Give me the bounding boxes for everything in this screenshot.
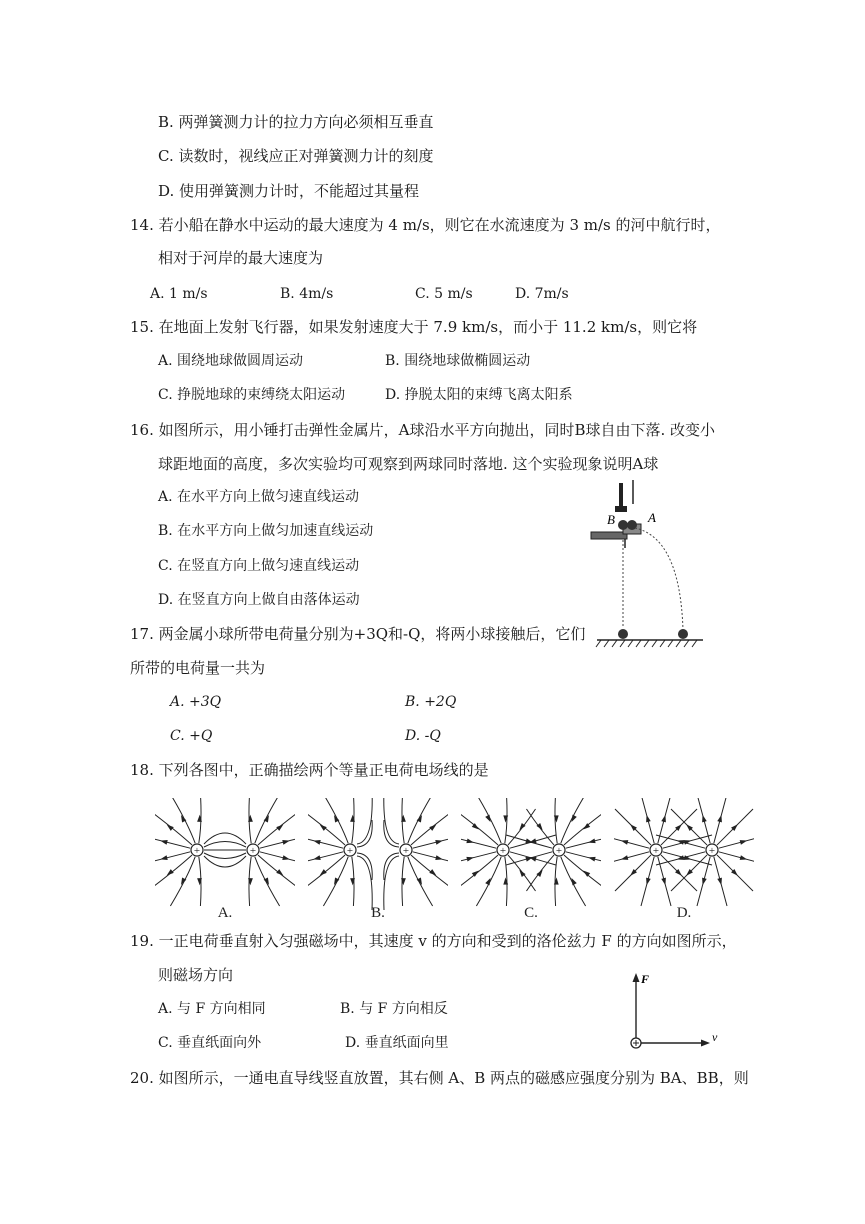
field-line: [564, 855, 601, 891]
q19-option-c: C. 垂直纸面向外: [158, 1035, 262, 1051]
field-arrow: [282, 855, 290, 860]
field-arrow: [320, 825, 327, 831]
field-line: [461, 855, 498, 891]
q16-stem-line2: 球距地面的高度，多次实验均可观察到两球同时落地. 这个实验现象说明A球: [158, 455, 659, 473]
q15-option-b: B. 围绕地球做椭圆运动: [385, 353, 531, 369]
q16-option-d: D. 在竖直方向上做自由落体运动: [158, 592, 360, 608]
q16-stem-line1: 16. 如图所示，用小锤打击弹性金属片，A球沿水平方向抛出，同时B球自由下落. 改变小: [130, 421, 716, 439]
field-arrow: [160, 855, 168, 860]
q17-stem-line2: 所带的电荷量一共为: [130, 659, 266, 677]
q16-option-a: A. 在水平方向上做匀速直线运动: [158, 489, 360, 505]
field-arrow: [717, 878, 722, 886]
ball-a-landed: [678, 629, 688, 639]
field-line: [260, 852, 295, 865]
field-arrow: [160, 840, 168, 845]
q17-option-d: D. -Q: [405, 728, 441, 744]
q15-option-c: C. 挣脱地球的束缚绕太阳运动: [158, 387, 346, 403]
field-line: [308, 809, 345, 845]
field-line: [204, 856, 246, 867]
figure-label: A.: [217, 905, 233, 920]
field-arrow: [466, 857, 474, 862]
field-line: [461, 852, 496, 865]
field-arrow: [466, 838, 474, 843]
field-line: [308, 835, 343, 848]
field-arrow: [702, 878, 707, 886]
figure-label: D.: [676, 905, 692, 920]
field-line: [566, 852, 601, 865]
field-figure-a: [155, 798, 295, 920]
q19-option-d: D. 垂直纸面向里: [345, 1035, 449, 1051]
charge-sign: +: [402, 845, 410, 857]
label-b: B: [607, 512, 615, 527]
figure-label: B.: [371, 905, 385, 920]
field-arrow: [167, 869, 174, 875]
field-figure-b: [308, 798, 448, 920]
q17-option-a: A. +3Q: [170, 694, 222, 710]
field-line: [155, 835, 190, 848]
q18-stem: 18. 下列各图中，正确描绘两个等量正电荷电场线的是: [130, 761, 489, 779]
field-arrow: [740, 840, 748, 845]
field-line: [204, 842, 246, 848]
field-line: [155, 852, 190, 865]
field-arrow: [646, 815, 651, 823]
q19-option-a: A. 与 F 方向相同: [158, 1001, 266, 1017]
q19-stem-line1: 19. 一正电荷垂直射入匀强磁场中，其速度 v 的方向和受到的洛伦兹力 F 的方向如图所示，: [130, 932, 737, 950]
hammer-handle: [619, 483, 623, 507]
field-arrow: [588, 838, 596, 843]
label-v: v: [712, 1030, 718, 1044]
field-arrow: [276, 825, 283, 831]
platform: [591, 532, 627, 539]
charge-sign: +: [346, 845, 354, 857]
field-arrow: [435, 840, 443, 845]
field-line: [357, 856, 372, 910]
field-arrow: [661, 815, 666, 823]
q13-option-b: B. 两弹簧测力计的拉力方向必须相互垂直: [158, 113, 434, 131]
field-arrow: [717, 815, 722, 823]
field-line-figures: [155, 798, 755, 923]
field-line: [308, 852, 343, 865]
q19-option-b: B. 与 F 方向相反: [340, 1001, 448, 1017]
charge-sign: +: [555, 845, 563, 857]
q14-option-a: A. 1 m/s: [150, 286, 208, 302]
field-arrow: [588, 857, 596, 862]
field-line: [155, 809, 192, 845]
field-arrow: [320, 869, 327, 875]
charge-sign: +: [708, 845, 716, 857]
field-line: [614, 852, 649, 865]
q14-option-d: D. 7m/s: [515, 286, 569, 302]
charge-sign: +: [652, 845, 660, 857]
field-line: [204, 853, 246, 859]
field-line: [461, 835, 496, 848]
field-arrow: [276, 869, 283, 875]
label-a: A: [648, 510, 656, 525]
force-velocity-figure: [620, 965, 725, 1055]
ball-b: [618, 520, 628, 530]
q14-option-b: B. 4m/s: [280, 286, 334, 302]
field-line: [614, 835, 649, 848]
field-arrow: [661, 878, 666, 886]
q13-option-c: C. 读数时，视线应正对弹簧测力计的刻度: [158, 147, 434, 165]
q17-option-b: B. +2Q: [405, 694, 457, 710]
q14-stem-line2: 相对于河岸的最大速度为: [158, 249, 324, 267]
field-line: [384, 856, 399, 910]
q19-stem-line2: 则磁场方向: [158, 966, 234, 984]
charge-sign: +: [193, 845, 201, 857]
field-arrow: [485, 878, 490, 886]
field-line: [566, 835, 601, 848]
velocity-arrowhead: [701, 1040, 710, 1047]
field-line: [413, 852, 448, 865]
force-arrowhead: [633, 973, 640, 982]
q20-stem: 20. 如图所示，一通电直导线竖直放置，其右侧 A、B 两点的磁感应强度分别为 BA、BB，则: [130, 1069, 749, 1087]
q17-option-c: C. +Q: [170, 728, 213, 744]
field-arrow: [282, 840, 290, 845]
figure-label: C.: [524, 905, 538, 920]
field-line: [260, 835, 295, 848]
q15-option-d: D. 挣脱太阳的束缚飞离太阳系: [385, 387, 573, 403]
field-figure-d: [614, 798, 754, 920]
field-arrow: [435, 855, 443, 860]
field-arrow: [167, 825, 174, 831]
projectile-apparatus-figure: [585, 478, 705, 653]
field-arrow: [571, 878, 576, 886]
q15-option-a: A. 围绕地球做圆周运动: [158, 353, 304, 369]
q16-option-b: B. 在水平方向上做匀加速直线运动: [158, 523, 374, 539]
field-line: [155, 855, 192, 891]
field-arrow: [621, 840, 629, 845]
field-arrow: [313, 840, 321, 845]
field-arrow: [571, 815, 576, 823]
q13-option-d: D. 使用弹簧测力计时，不能超过其量程: [158, 182, 420, 200]
field-line: [719, 852, 754, 865]
field-arrow: [429, 825, 436, 831]
field-line: [461, 809, 498, 845]
field-line: [411, 809, 448, 845]
field-line: [719, 835, 754, 848]
hammer-head: [615, 506, 627, 512]
field-line: [411, 855, 448, 891]
field-arrow: [525, 857, 533, 862]
field-arrow: [313, 855, 321, 860]
q17-stem-line1: 17. 两金属小球所带电荷量分别为+3Q和-Q，将两小球接触后，它们: [130, 625, 586, 643]
field-line: [413, 835, 448, 848]
q16-option-c: C. 在竖直方向上做匀速直线运动: [158, 558, 360, 574]
q15-stem: 15. 在地面上发射飞行器，如果发射速度大于 7.9 km/s，而小于 11.2 km/s，则它将: [130, 318, 698, 336]
field-line: [308, 855, 345, 891]
field-arrow: [525, 838, 533, 843]
field-line: [258, 809, 295, 845]
field-figure-c: [461, 798, 601, 920]
field-line: [564, 809, 601, 845]
field-line: [258, 855, 295, 891]
charge-sign: +: [249, 845, 257, 857]
field-arrow: [646, 878, 651, 886]
field-line: [204, 833, 246, 844]
charge-sign: +: [499, 845, 507, 857]
field-arrow: [621, 855, 629, 860]
field-arrow: [429, 869, 436, 875]
label-f: F: [641, 972, 650, 986]
field-arrow: [485, 815, 490, 823]
q14-stem-line1: 14. 若小船在静水中运动的最大速度为 4 m/s，则它在水流速度为 3 m/s 的河中航行时，: [130, 216, 721, 234]
q14-option-c: C. 5 m/s: [415, 286, 473, 302]
ball-b-landed: [618, 629, 628, 639]
field-arrow: [702, 815, 707, 823]
field-arrow: [740, 855, 748, 860]
